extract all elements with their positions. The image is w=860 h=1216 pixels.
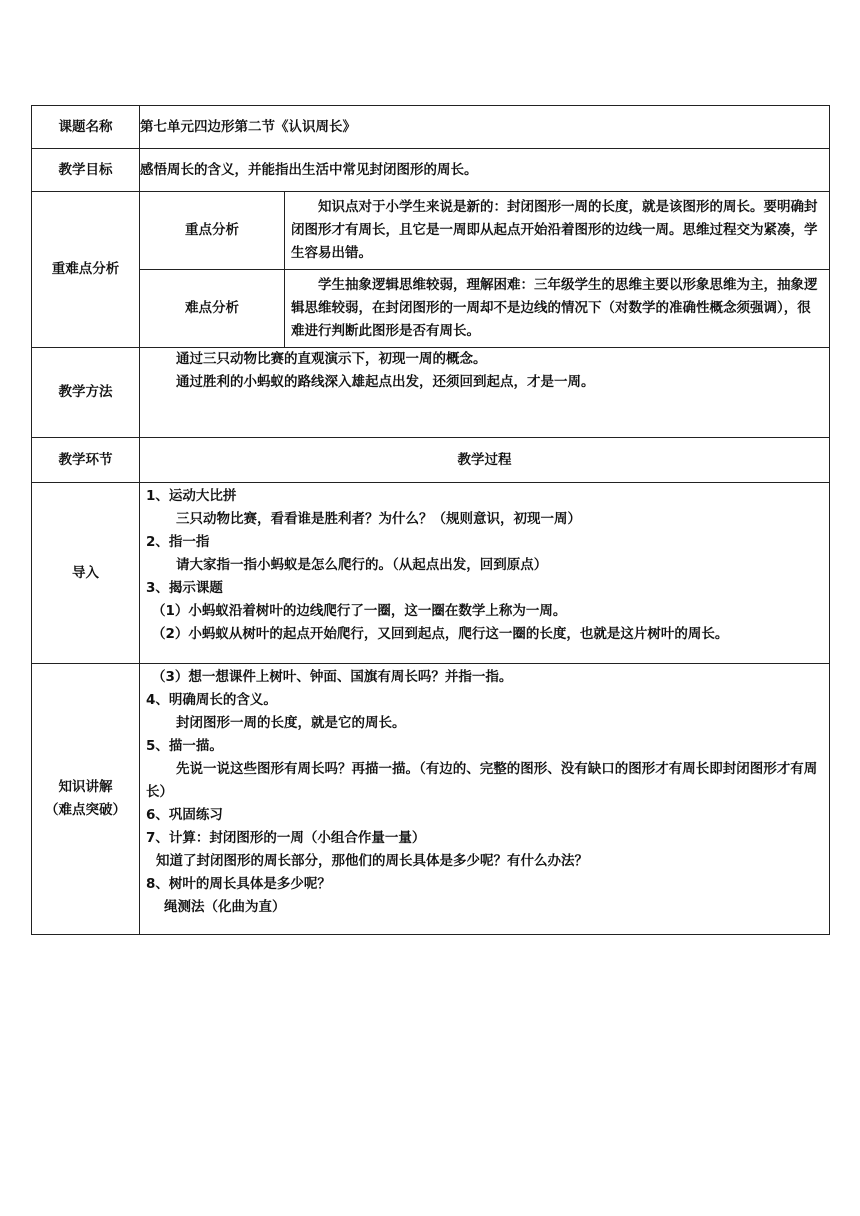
row-knowledge (32, 664, 830, 935)
difficulty-label: 重难点分析 (32, 192, 140, 348)
method-label: 教学方法 (32, 348, 140, 438)
method-line: 通过胜利的小蚂蚁的路线深入雄起点出发，还须回到起点，才是一周。 (176, 374, 595, 390)
hard-point-label: 难点分析 (140, 270, 285, 348)
section-header-label: 教学环节 (32, 438, 140, 483)
knowledge-line: 6、巩固练习 (146, 807, 223, 823)
goal-value: 感悟周长的含义，并能指出生活中常见封闭图形的周长。 (140, 149, 830, 192)
row-intro (32, 483, 830, 664)
section-header-value: 教学过程 (140, 438, 830, 483)
intro-line: 3、揭示课题 (146, 580, 223, 596)
knowledge-line: 5、描一描。 (146, 738, 223, 754)
intro-line: （1）小蚂蚁沿着树叶的边线爬行了一圈，这一圈在数学上称为一周。 (152, 603, 567, 619)
intro-line: 三只动物比赛，看看谁是胜利者？为什么？（规则意识，初现一周） (176, 511, 581, 527)
key-point-text: 知识点对于小学生来说是新的：封闭图形一周的长度，就是该图形的周长。要明确封闭图形才有周长，且它是一周即从起点开始沿着图形的边线一周。思维过程交为紧凑，学生容易出错。 (291, 199, 818, 261)
row-method (32, 348, 830, 438)
knowledge-label-cell (32, 664, 140, 935)
knowledge-line: （3）想一想课件上树叶、钟面、国旗有周长吗？并指一指。 (152, 669, 513, 685)
intro-line: 2、指一指 (146, 534, 210, 550)
row-hard-point (32, 270, 830, 348)
method-cell (140, 348, 830, 438)
knowledge-sublabel: （难点突破） (45, 802, 126, 818)
knowledge-line: 4、明确周长的含义。 (146, 692, 277, 708)
knowledge-cell (140, 664, 830, 935)
knowledge-line: 7、计算：封闭图形的一周（小组合作量一量） (146, 830, 426, 846)
method-line: 通过三只动物比赛的直观演示下，初现一周的概念。 (176, 351, 487, 367)
hard-point-cell (285, 270, 830, 348)
intro-cell (140, 483, 830, 664)
knowledge-line: 先说一说这些图形有周长吗？再描一描。（有边的、完整的图形、没有缺口的图形才有周长即封闭图形才有周长） (146, 761, 818, 800)
knowledge-line: 8、树叶的周长具体是多少呢？ (146, 876, 331, 892)
lesson-plan-table (31, 105, 830, 935)
hard-point-text: 学生抽象逻辑思维较弱，理解困难：三年级学生的思维主要以形象思维为主，抽象逻辑思维较弱，在封闭图形的一周却不是边线的情况下（对数学的准确性概念须强调），很难进行判断此图形是否有周长。 (291, 277, 818, 339)
row-title (32, 106, 830, 149)
title-label: 课题名称 (32, 106, 140, 149)
intro-line: （2）小蚂蚁从树叶的起点开始爬行，又回到起点，爬行这一圈的长度，也就是这片树叶的周长。 (152, 626, 729, 642)
row-goal (32, 149, 830, 192)
knowledge-label: 知识讲解 (58, 779, 113, 795)
intro-label: 导入 (32, 483, 140, 664)
row-header (32, 438, 830, 483)
key-point-label: 重点分析 (140, 192, 285, 270)
knowledge-line: 知道了封闭图形的周长部分，那他们的周长具体是多少呢？有什么办法？ (156, 853, 588, 869)
title-value: 第七单元四边形第二节《认识周长》 (140, 106, 830, 149)
knowledge-line: 封闭图形一周的长度，就是它的周长。 (176, 715, 406, 731)
intro-line: 请大家指一指小蚂蚁是怎么爬行的。（从起点出发，回到原点） (176, 557, 548, 573)
knowledge-line: 绳测法（化曲为直） (164, 899, 286, 915)
row-key-point (32, 192, 830, 270)
goal-label: 教学目标 (32, 149, 140, 192)
key-point-cell (285, 192, 830, 270)
intro-line: 1、运动大比拼 (146, 488, 237, 504)
